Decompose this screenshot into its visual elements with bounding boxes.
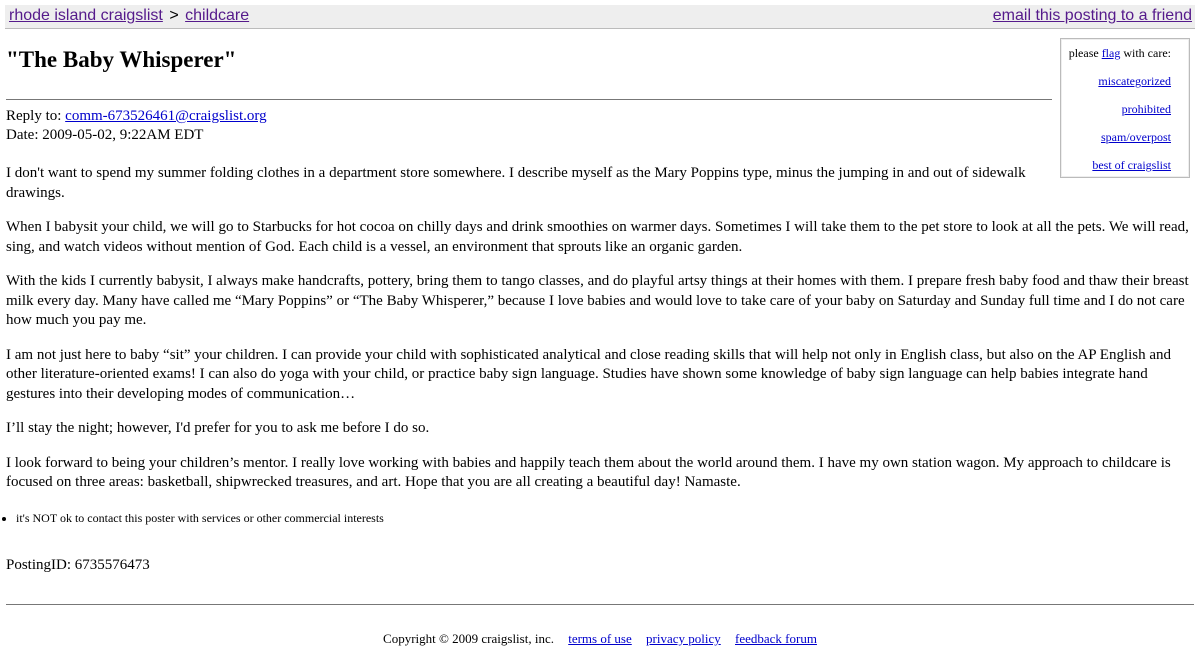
date-row [6, 126, 267, 145]
flag-spam-link[interactable]: spam/overpost [1101, 130, 1171, 144]
feedback-forum-link[interactable]: feedback forum [735, 631, 817, 646]
posting-id: 6735576473 [74, 557, 150, 573]
site-link[interactable]: rhode island craigslist [9, 7, 163, 24]
posting-body [6, 164, 1196, 508]
flag-suffix: with care: [1123, 46, 1171, 60]
header-bar [5, 5, 1195, 29]
flag-miscategorized-link[interactable]: miscategorized [1098, 74, 1171, 88]
body-paragraph: When I babysit your child, we will go to Starbucks for hot cocoa on chilly days and drink smoothies on warmer days. Sometimes I will take them to the pet store to look at all the pets. We will read, sing, and watch videos without mention of God. Each child is a vessel, an environment that sprouts like an organic garden. [6, 219, 1189, 255]
body-paragraph: I don't want to spend my summer folding clothes in a department store somewhere. I describe myself as the Mary Poppins type, minus the jumping in and out of sidewalk drawings. [6, 165, 1026, 201]
posting-id-label: PostingID: [6, 557, 72, 573]
reply-row [6, 107, 267, 126]
posting-id-row [6, 557, 150, 574]
flag-heading [1061, 45, 1171, 61]
flag-best-of-link[interactable]: best of craigslist [1092, 158, 1171, 172]
breadcrumb-separator: > [169, 7, 179, 24]
body-paragraph: I am not just here to baby “sit” your children. I can provide your child with sophisticated analytical and close reading skills that will help not only in English class, but also on the AP English and other literature-oriented exams! I can also do yoga with your child, or practice baby sign language. Studies have shown some knowledge of baby sign language can help babies integrate hand gestures into their developing modes of communication… [6, 346, 1172, 402]
flag-box [1060, 38, 1190, 178]
privacy-policy-link[interactable]: privacy policy [646, 631, 721, 646]
breadcrumb [9, 5, 249, 27]
body-paragraph: With the kids I currently babysit, I always make handcrafts, pottery, bring them to tango classes, and do playful artsy things at their homes with them. I prepare fresh baby food and thaw their breast milk every day. Many have called me “Mary Poppins” or “The Baby Whisperer,” because I love babies and would love to take care of your baby on Saturday and Sunday full time and I do not care how much you pay me. [6, 273, 1189, 328]
contact-notice: • it's NOT ok to contact this poster with services or other commercial interests [16, 510, 384, 526]
body-paragraph: I look forward to being your children’s mentor. I really love working with babies and happily teach them about the world around them. I have my own station wagon. My approach to childcare is focused on three areas: basketball, shipwrecked treasures, and art. Hope that you are all creating a beautiful day! Namaste. [6, 454, 1171, 490]
terms-of-use-link[interactable]: terms of use [568, 631, 632, 646]
flag-prefix: please [1068, 46, 1099, 60]
posting-date: 2009-05-02, 9:22AM EDT [42, 127, 204, 143]
posting-meta [6, 107, 267, 145]
footer-divider [6, 604, 1194, 605]
flag-link[interactable]: flag [1101, 46, 1121, 60]
reply-email-link[interactable]: comm-673526461@craigslist.org [65, 108, 267, 124]
copyright-text: Copyright © 2009 craigslist, inc. [383, 631, 554, 646]
footer [0, 631, 1200, 647]
page-title: "The Baby Whisperer" [6, 47, 237, 72]
reply-label: Reply to: [6, 108, 62, 124]
notice-list [0, 510, 384, 526]
body-paragraph: I’ll stay the night; however, I'd prefer for you to ask me before I do so. [6, 420, 430, 436]
email-posting-link[interactable]: email this posting to a friend [992, 7, 1192, 24]
flag-prohibited-link[interactable]: prohibited [1121, 102, 1171, 116]
title-divider [6, 99, 1052, 100]
category-link[interactable]: childcare [185, 7, 250, 24]
date-label: Date: [6, 127, 39, 143]
